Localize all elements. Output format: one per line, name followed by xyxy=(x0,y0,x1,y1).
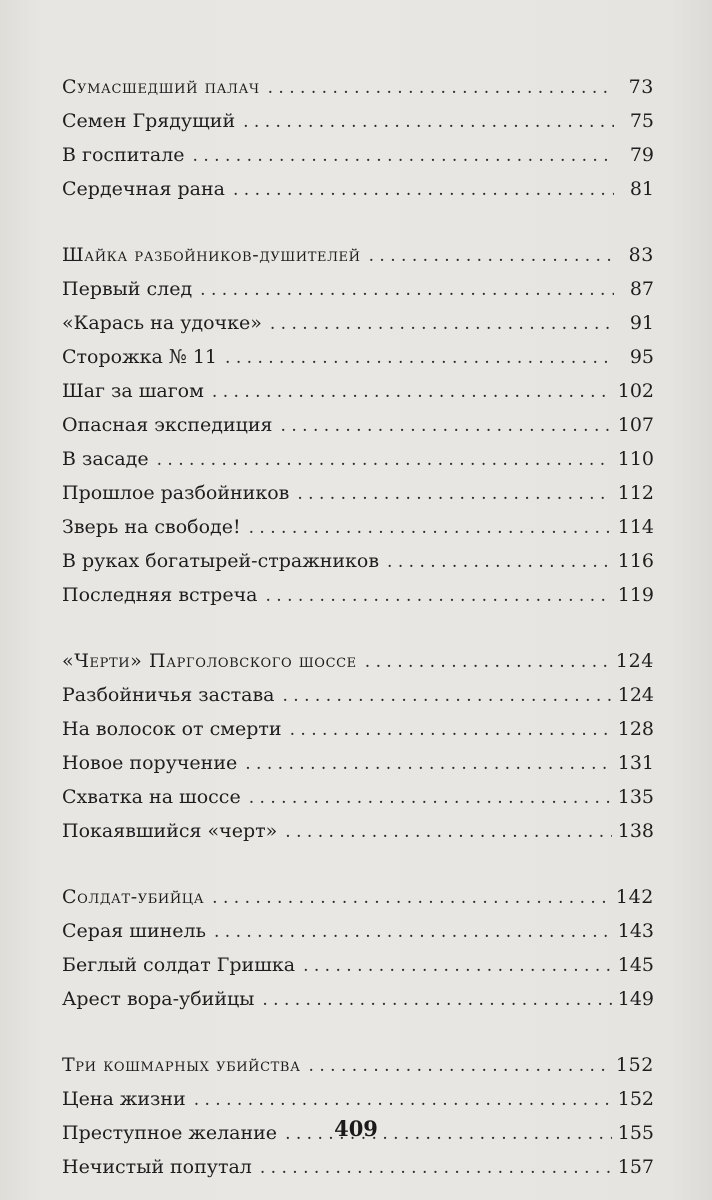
toc-entry xyxy=(62,678,654,712)
page-number: 124 xyxy=(615,650,654,672)
page-number: 81 xyxy=(629,178,654,200)
dot-leader xyxy=(212,881,610,915)
chapter-title: Схватка на шоссе xyxy=(62,786,241,808)
table-of-contents xyxy=(62,70,654,1184)
dot-leader xyxy=(193,139,614,173)
section-title: Сумасшедший палач xyxy=(62,76,260,98)
page-number: 110 xyxy=(617,448,654,470)
page-number: 155 xyxy=(617,1122,654,1144)
dot-leader xyxy=(245,747,611,781)
section-spacer xyxy=(62,848,654,880)
dot-leader xyxy=(225,341,614,375)
chapter-title: Новое поручение xyxy=(62,752,238,774)
page-number: 102 xyxy=(617,380,654,402)
chapter-title: Разбойничья застава xyxy=(62,684,275,706)
page-number: 131 xyxy=(617,752,654,774)
page-number: 138 xyxy=(617,820,654,842)
toc-entry xyxy=(62,408,654,442)
chapter-title: Шаг за шагом xyxy=(62,380,204,402)
toc-entry xyxy=(62,104,654,138)
chapter-title: Зверь на свободе! xyxy=(62,516,241,538)
dot-leader xyxy=(243,105,614,139)
toc-entry xyxy=(62,476,654,510)
dot-leader xyxy=(369,239,614,273)
page-number: 107 xyxy=(617,414,654,436)
page-number: 145 xyxy=(617,954,654,976)
page-number: 157 xyxy=(617,1156,654,1178)
dot-leader xyxy=(200,273,614,307)
toc-section-heading xyxy=(62,644,654,678)
page-number: 152 xyxy=(615,1054,654,1076)
dot-leader xyxy=(212,375,612,409)
toc-section-heading xyxy=(62,238,654,272)
dot-leader xyxy=(303,949,612,983)
section-title: Шайка разбойников-душителей xyxy=(62,244,361,266)
page-number: 73 xyxy=(628,76,654,98)
dot-leader xyxy=(249,511,612,545)
page-number: 135 xyxy=(617,786,654,808)
dot-leader xyxy=(262,983,611,1017)
dot-leader xyxy=(157,443,612,477)
page-number: 116 xyxy=(617,550,654,572)
dot-leader xyxy=(387,545,612,579)
section-spacer xyxy=(62,206,654,238)
dot-leader xyxy=(194,1083,612,1117)
chapter-title: Покаявшийся «черт» xyxy=(62,820,278,842)
section-title: «Черти» Парголовского шоссе xyxy=(62,650,357,672)
toc-entry xyxy=(62,340,654,374)
page-folio: 409 xyxy=(334,1116,378,1141)
page-number: 91 xyxy=(629,312,654,334)
dot-leader xyxy=(281,409,612,443)
toc-entry xyxy=(62,780,654,814)
toc-section-heading xyxy=(62,1048,654,1082)
section-spacer xyxy=(62,612,654,644)
page-number: 124 xyxy=(617,684,654,706)
dot-leader xyxy=(290,713,612,747)
dot-leader xyxy=(233,173,614,207)
page-number: 152 xyxy=(617,1088,654,1110)
section-title: Солдат-убийца xyxy=(62,886,205,908)
toc-entry xyxy=(62,814,654,848)
toc-entry xyxy=(62,374,654,408)
page-number: 79 xyxy=(629,144,654,166)
chapter-title: В руках богатырей-стражников xyxy=(62,550,380,572)
dot-leader xyxy=(268,71,614,105)
toc-entry xyxy=(62,746,654,780)
toc-entry xyxy=(62,1150,654,1184)
page-number: 75 xyxy=(629,110,654,132)
chapter-title: Цена жизни xyxy=(62,1088,186,1110)
chapter-title: Преступное желание xyxy=(62,1122,278,1144)
page-number: 112 xyxy=(617,482,654,504)
chapter-title: Сторожка № 11 xyxy=(62,346,218,368)
dot-leader xyxy=(270,307,614,341)
page-number: 87 xyxy=(629,278,654,300)
section-title: Три кошмарных убийства xyxy=(62,1054,301,1076)
page-number: 128 xyxy=(617,718,654,740)
page-number: 149 xyxy=(617,988,654,1010)
chapter-title: Семен Грядущий xyxy=(62,110,236,132)
toc-entry xyxy=(62,442,654,476)
toc-section-heading xyxy=(62,880,654,914)
toc-entry xyxy=(62,138,654,172)
dot-leader xyxy=(249,781,612,815)
dot-leader xyxy=(297,477,611,511)
dot-leader xyxy=(309,1049,610,1083)
chapter-title: Прошлое разбойников xyxy=(62,482,290,504)
dot-leader xyxy=(365,645,610,679)
toc-entry xyxy=(62,306,654,340)
dot-leader xyxy=(265,579,611,613)
chapter-title: Арест вора-убийцы xyxy=(62,988,255,1010)
chapter-title: В засаде xyxy=(62,448,149,470)
toc-entry xyxy=(62,914,654,948)
chapter-title: На волосок от смерти xyxy=(62,718,282,740)
dot-leader xyxy=(285,815,611,849)
page-number: 95 xyxy=(629,346,654,368)
page-number: 142 xyxy=(615,886,654,908)
page-number: 114 xyxy=(617,516,654,538)
page-number: 119 xyxy=(617,584,654,606)
toc-entry xyxy=(62,982,654,1016)
toc-entry xyxy=(62,948,654,982)
chapter-title: Серая шинель xyxy=(62,920,206,942)
chapter-title: В госпитале xyxy=(62,144,185,166)
dot-leader xyxy=(214,915,612,949)
toc-entry xyxy=(62,510,654,544)
chapter-title: Сердечная рана xyxy=(62,178,225,200)
chapter-title: Нечистый попутал xyxy=(62,1156,252,1178)
dot-leader xyxy=(260,1151,612,1185)
dot-leader xyxy=(282,679,611,713)
toc-entry xyxy=(62,1082,654,1116)
chapter-title: Беглый солдат Гришка xyxy=(62,954,296,976)
chapter-title: Первый след xyxy=(62,278,193,300)
chapter-title: Опасная экспедиция xyxy=(62,414,273,436)
page-number: 83 xyxy=(628,244,654,266)
chapter-title: Последняя встреча xyxy=(62,584,258,606)
page-number: 143 xyxy=(617,920,654,942)
toc-entry xyxy=(62,544,654,578)
toc-section-heading xyxy=(62,70,654,104)
section-spacer xyxy=(62,1016,654,1048)
toc-entry xyxy=(62,578,654,612)
toc-entry xyxy=(62,172,654,206)
toc-entry xyxy=(62,712,654,746)
toc-entry xyxy=(62,272,654,306)
chapter-title: «Карась на удочке» xyxy=(62,312,262,334)
